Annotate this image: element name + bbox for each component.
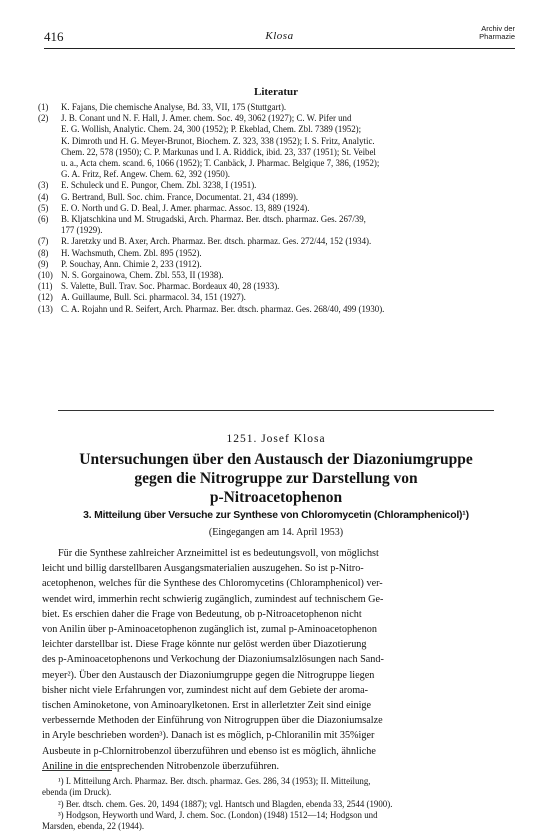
reference-item bbox=[38, 236, 508, 247]
title-line: p-Nitroacetophenon bbox=[209, 489, 343, 506]
reference-item bbox=[38, 304, 508, 315]
journal-name-line: Pharmazie bbox=[479, 32, 515, 41]
reference-text: K. Dimroth und H. G. Meyer-Brunot, Biochem. Z. 323, 338 (1952); I. S. Fritz, Analytic. bbox=[61, 135, 375, 146]
footnote-divider bbox=[42, 770, 112, 771]
title-line: Untersuchungen über den Austausch der Diazoniumgruppe bbox=[79, 451, 473, 468]
received-date: (Eingegangen am 14. April 1953) bbox=[208, 527, 344, 538]
reference-text: K. Fajans, Die chemische Analyse, Bd. 33, VII, 175 (Stuttgart). bbox=[61, 102, 287, 112]
reference-text: B. Kljatschkina und M. Strugadski, Arch. Pharmaz. Ber. dtsch. pharmaz. Ges. 267/39, bbox=[61, 214, 366, 225]
body-text-line: leichter darstellbar ist. Diese Frage könnte nur gelöst werden über Diazotierung bbox=[42, 639, 367, 651]
reference-item-continuation bbox=[38, 225, 508, 236]
footnote-line: ³) Hodgson, Heyworth und Ward, J. chem. Soc. (London) (1948) 1512—14; Hodgson und bbox=[58, 809, 378, 820]
reference-text: E. G. Wollish, Analytic. Chem. 24, 300 (1952); P. Ekeblad, Chem. Zbl. 7389 (1952); bbox=[61, 124, 362, 135]
reference-number: (13) bbox=[38, 303, 53, 314]
reference-number: (12) bbox=[38, 292, 53, 303]
reference-item bbox=[38, 248, 508, 259]
reference-number: (7) bbox=[38, 236, 49, 247]
reference-text: P. Souchay, Ann. Chimie 2, 233 (1912). bbox=[61, 258, 202, 269]
body-text-line: in Aryle beschrieben worden³). Danach ist es möglich, p-Chloranilin mit 35%iger bbox=[42, 730, 375, 742]
footnote-line: Marsden, ebenda, 22 (1944). bbox=[42, 821, 145, 832]
body-text-line: verbessernde Methoden der Einführung von Nitrogruppen über die Diazoniumsalze bbox=[42, 715, 383, 727]
body-text-line: Ausbeute in p-Chlornitrobenzol überzuführen und ebenso ist es möglich, ähnliche bbox=[42, 745, 376, 757]
reference-text: Chem. 22, 578 (1950); C. P. Markunas und I. A. Riddick, ibid. 23, 337 (1951); St. Veibel bbox=[61, 146, 376, 157]
reference-item bbox=[38, 180, 508, 191]
running-head-author: Klosa bbox=[265, 30, 294, 42]
body-text-line: wendet wird, immerhin recht schwierig zugänglich, zumindest auf technischem Ge- bbox=[42, 593, 384, 605]
page-number: 416 bbox=[44, 29, 64, 44]
body-text-line: des p-Aminoacetophenons und Verkochung der Diazoniumsalzlösungen nach Sand- bbox=[42, 654, 384, 666]
article-subtitle: 3. Mitteilung über Versuche zur Synthese von Chloromycetin (Chloramphenicol)¹) bbox=[83, 510, 469, 521]
reference-item-continuation bbox=[38, 124, 508, 135]
reference-number: (5) bbox=[38, 202, 49, 213]
section-divider bbox=[58, 410, 494, 411]
footnote-line: ²) Ber. dtsch. chem. Ges. 20, 1494 (1887); vgl. Hantsch und Blagden, ebenda 33, 2544 (1900). bbox=[58, 798, 393, 809]
reference-text: J. B. Conant und N. F. Hall, J. Amer. chem. Soc. 49, 3062 (1927); C. W. Pifer und bbox=[61, 113, 352, 124]
footnote-line: ¹) I. Mitteilung Arch. Pharmaz. Ber. dtsch. pharmaz. Ges. 286, 34 (1953); II. Mitteilung, bbox=[58, 776, 371, 786]
reference-text: S. Valette, Bull. Trav. Soc. Pharmac. Bordeaux 40, 28 (1933). bbox=[61, 281, 280, 292]
reference-number: (9) bbox=[38, 258, 49, 269]
reference-text: 177 (1929). bbox=[61, 225, 103, 236]
reference-number: (4) bbox=[38, 191, 49, 202]
article-body bbox=[42, 546, 516, 774]
reference-text: u. a., Acta chem. scand. 6, 1066 (1952); T. Canbäck, J. Pharmac. Belgique 7, 386, (1952); bbox=[61, 158, 380, 169]
reference-list bbox=[38, 102, 508, 315]
literature-heading: Literatur bbox=[254, 86, 298, 98]
body-text-line: bisher nicht viele Erfahrungen vor, zumindest nicht auf dem Gebiete der aroma- bbox=[42, 684, 369, 696]
journal-name-line: Archiv der bbox=[481, 24, 515, 33]
body-text-line: von Anilin über p-Aminoacetophenon zugänglich ist, zumal p-Aminoacetophenon bbox=[42, 624, 377, 636]
body-text-line: leicht und billig darstellbaren Ausgangsmaterialien auszugehen. So ist p-Nitro- bbox=[42, 563, 364, 575]
reference-item-continuation bbox=[38, 136, 508, 147]
body-text-line: acetophenon, welches für die Synthese des Chloromycetins (Chloramphenicol) ver- bbox=[42, 578, 383, 590]
body-text-line: meyer²). Über den Austausch der Diazoniumgruppe gegen die Nitrogruppe liegen bbox=[42, 669, 375, 681]
body-text-line: Für die Synthese zahlreicher Arzneimittel ist es bedeutungsvoll, von möglichst bbox=[58, 548, 379, 559]
reference-item bbox=[38, 102, 508, 113]
footnote-line: ebenda (im Druck). bbox=[42, 787, 112, 798]
article-title bbox=[0, 450, 552, 507]
reference-number: (1) bbox=[38, 102, 49, 112]
reference-text: G. A. Fritz, Ref. Angew. Chem. 62, 392 (1950). bbox=[61, 169, 231, 180]
title-line: gegen die Nitrogruppe zur Darstellung von bbox=[134, 470, 418, 487]
reference-text: A. Guillaume, Bull. Sci. pharmacol. 34, 151 (1927). bbox=[61, 292, 246, 303]
reference-item-continuation bbox=[38, 158, 508, 169]
reference-item bbox=[38, 203, 508, 214]
body-text-line: tischen Aminoketone, von Aminoarylketonen. Erst in allerletzter Zeit sind einige bbox=[42, 700, 372, 712]
journal-name bbox=[479, 25, 515, 41]
reference-text: R. Jaretzky und B. Axer, Arch. Pharmaz. Ber. dtsch. pharmaz. Ges. 272/44, 152 (1934). bbox=[61, 236, 372, 247]
reference-item-continuation bbox=[38, 169, 508, 180]
reference-number: (6) bbox=[38, 214, 49, 225]
reference-item bbox=[38, 113, 508, 124]
reference-number: (2) bbox=[38, 113, 49, 124]
reference-text: H. Wachsmuth, Chem. Zbl. 895 (1952). bbox=[61, 247, 202, 258]
reference-text: G. Bertrand, Bull. Soc. chim. France, Documentat. 21, 434 (1899). bbox=[61, 191, 299, 202]
reference-number: (8) bbox=[38, 247, 49, 258]
reference-number: (10) bbox=[38, 270, 53, 281]
reference-text: C. A. Rojahn und R. Seifert, Arch. Pharmaz. Ber. dtsch. pharmaz. Ges. 268/40, 499 (1930). bbox=[61, 303, 385, 314]
body-text-line: biet. Es erschien daher die Frage von Bedeutung, ob p-Nitroacetophenon nicht bbox=[42, 608, 362, 620]
body-text-line: Aniline in die entsprechenden Nitrobenzole überzuführen. bbox=[42, 760, 280, 772]
reference-item bbox=[38, 259, 508, 270]
article-number-author: 1251. Josef Klosa bbox=[226, 433, 326, 445]
reference-text: E. Schuleck und E. Pungor, Chem. Zbl. 3238, I (1951). bbox=[61, 180, 257, 191]
reference-item bbox=[38, 192, 508, 203]
reference-item bbox=[38, 292, 508, 303]
reference-item bbox=[38, 281, 508, 292]
reference-item-continuation bbox=[38, 147, 508, 158]
reference-number: (11) bbox=[38, 281, 53, 292]
reference-text: E. O. North und G. D. Beal, J. Amer. pharmac. Assoc. 13, 889 (1924). bbox=[61, 202, 310, 213]
footnotes bbox=[42, 776, 516, 832]
reference-item bbox=[38, 214, 508, 225]
reference-number: (3) bbox=[38, 180, 49, 191]
reference-item bbox=[38, 270, 508, 281]
reference-text: N. S. Gorgainowa, Chem. Zbl. 553, II (1938). bbox=[61, 270, 224, 281]
running-header bbox=[44, 20, 515, 49]
